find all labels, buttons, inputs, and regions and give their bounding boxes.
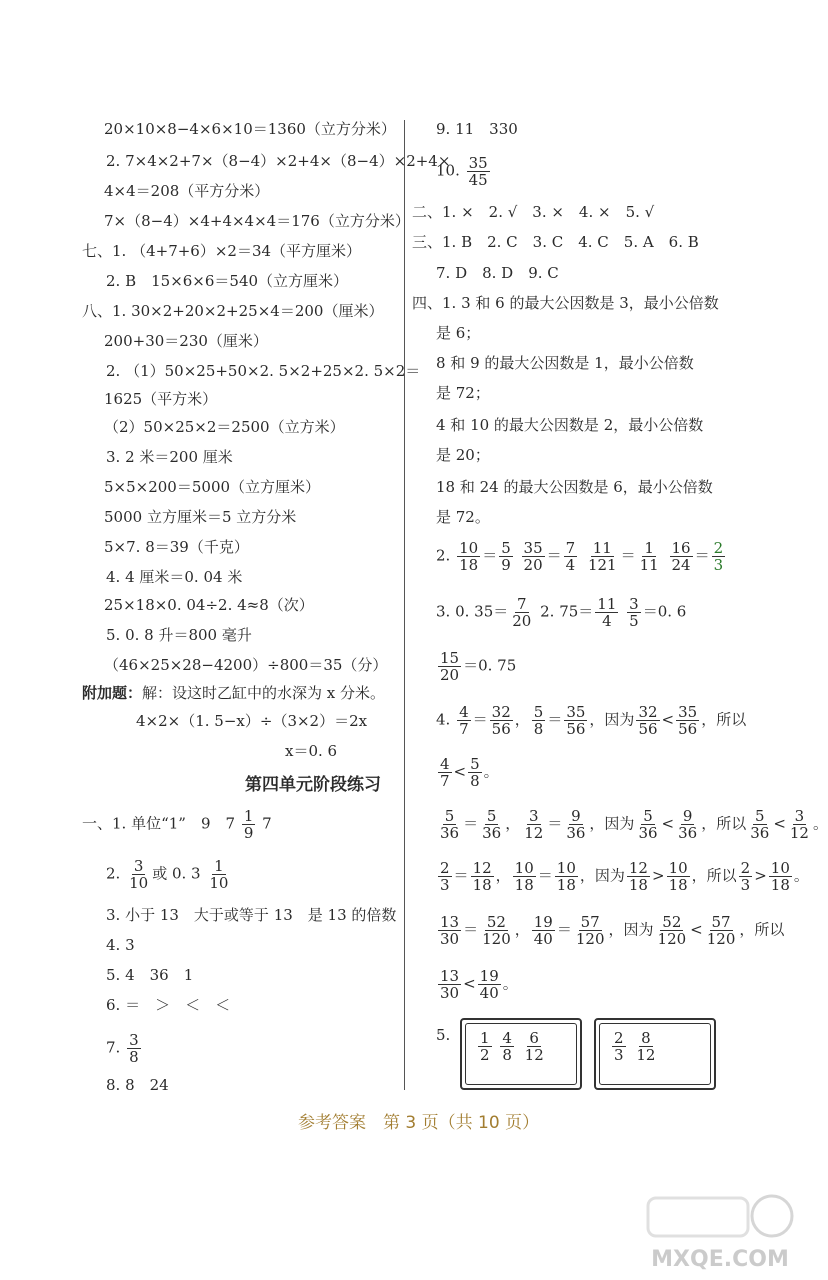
- fraction: $\frac{35}{20}$: [523, 539, 543, 574]
- fraction: $\frac{8}{12}$: [636, 1029, 656, 1064]
- q4-2: 2. $\frac{10}{18}$ ＝ $\frac{5}{9}$ $\frac{35}{20}$ ＝ $\frac{7}{4}$ $\frac{11}{121}$ ＝ $\frac{1}{11}$ $\frac{16}{24}$ ＝ $\frac{2}{3}$: [436, 539, 724, 574]
- line-1: 20×10×8−4×6×10＝1360（立方分米）: [104, 120, 396, 138]
- fraction: $\frac{3}{5}$: [629, 595, 639, 630]
- fraction: $\frac{12}{18}$: [628, 859, 648, 894]
- fraction: $\frac{4}{7}$: [440, 755, 450, 790]
- q4-4-line4: $\frac{2}{3}$ ＝ $\frac{12}{18}$ ， $\frac{10}{18}$ ＝ $\frac{10}{18}$ ，因为 $\frac{12}{18}$ > $\frac{10}{18}$ ，所以 $\frac{2}{3}$ > $\frac{10}{18}$ 。: [440, 859, 809, 894]
- fraction: $\frac{13}{30}$: [440, 967, 460, 1002]
- q4-3: 3. 0. 35＝ $\frac{7}{20}$ 2. 75＝ $\frac{11}{4}$ $\frac{3}{5}$ ＝0. 6: [436, 595, 687, 630]
- fraction: $\frac{13}{30}$: [440, 913, 460, 948]
- bonus-text: 解：设这时乙缸中的水深为 x 分米。: [142, 684, 386, 702]
- fraction: $\frac{2}{3}$: [713, 539, 724, 574]
- section-3-answers: 三、1. B 2. C 3. C 4. C 5. A 6. B: [412, 233, 699, 251]
- fraction: $\frac{5}{9}$: [501, 539, 511, 574]
- q4-4-line3: $\frac{5}{36}$ ＝ $\frac{5}{36}$ ， $\frac{3}{12}$ ＝ $\frac{9}{36}$ ，因为 $\frac{5}{36}$ < $\frac{9}{36}$ ，所以 $\frac{5}{36}$ < $\frac{3}{12}$ 。: [440, 807, 828, 842]
- fraction: $\frac{3}{12}$: [789, 807, 809, 842]
- column-divider: [404, 120, 405, 1090]
- fraction: $\frac{7}{4}$: [565, 539, 576, 574]
- fraction: $\frac{35}{56}$: [566, 703, 586, 738]
- fraction: $\frac{1}{11}$: [639, 539, 659, 574]
- fraction: $\frac{5}{8}$: [470, 755, 480, 790]
- answer-1-4: 4. 3: [106, 936, 135, 954]
- fraction: $\frac{15}{20}$: [440, 649, 460, 684]
- fraction: $\frac{52}{120}$: [482, 913, 511, 948]
- fraction: $\frac{52}{120}$: [657, 913, 687, 948]
- watermark-text: MXQE.COM: [651, 1247, 789, 1272]
- answer-10: 10. $\frac{35}{45}$: [436, 154, 488, 189]
- line-13: 5×5×200＝5000（立方厘米）: [104, 478, 321, 496]
- fraction: $\frac{1}{2}$: [480, 1029, 490, 1064]
- q4-1-line1: 四、1. 3 和 6 的最大公因数是 3，最小公倍数: [412, 294, 719, 312]
- fraction: $\frac{2}{3}$: [614, 1029, 624, 1064]
- answer-1-5: 5. 4 36 1: [106, 966, 194, 984]
- fraction: $\frac{19}{40}$: [479, 967, 499, 1002]
- line-22: x＝0. 6: [285, 742, 338, 760]
- section-title: 第四单元阶段练习: [245, 775, 381, 795]
- line-7: 八、1. 30×2+20×2+25×4＝200（厘米）: [82, 302, 384, 320]
- line-18: 5. 0. 8 升＝800 毫升: [106, 626, 252, 644]
- q4-1-line6: 是 20；: [436, 446, 490, 464]
- answer-box-1: [460, 1018, 582, 1090]
- line-10: 1625（平方米）: [104, 390, 218, 408]
- fraction: $\frac{3}{10}$: [129, 857, 149, 892]
- line-11: （2）50×25×2＝2500（立方米）: [104, 418, 345, 436]
- answer-box-2: [594, 1018, 716, 1090]
- section-2-answers: 二、1. × 2. √ 3. × 4. × 5. √: [412, 203, 655, 221]
- line-20: [82, 684, 385, 702]
- fraction: $\frac{10}{18}$: [770, 859, 790, 894]
- fraction: $\frac{5}{36}$: [638, 807, 658, 842]
- answer-1-1: 一、1. 单位“1” 9 7 $\frac{1}{9}$ 7: [82, 807, 272, 842]
- watermark-logo: [640, 1190, 800, 1275]
- q4-1-line5: 4 和 10 的最大公因数是 2，最小公倍数: [436, 416, 704, 434]
- fraction: $\frac{5}{36}$: [750, 807, 770, 842]
- fraction: $\frac{57}{120}$: [706, 913, 736, 948]
- fraction: $\frac{2}{3}$: [740, 859, 751, 894]
- line-17: 25×18×0. 04÷2. 4≈8（次）: [104, 596, 314, 614]
- fraction: $\frac{10}{18}$: [556, 859, 576, 894]
- fraction: $\frac{9}{36}$: [678, 807, 698, 842]
- line-21: 4×2×（1. 5−x）÷（3×2）＝2x: [136, 712, 368, 730]
- fraction: $\frac{4}{8}$: [502, 1029, 512, 1064]
- fraction: $\frac{10}{18}$: [514, 859, 534, 894]
- fraction: $\frac{6}{12}$: [524, 1029, 544, 1064]
- answer-9: 9. 11 330: [436, 120, 518, 138]
- fraction: $\frac{3}{8}$: [129, 1031, 139, 1066]
- answer-1-6: 6. ＝ ＞ ＜ ＜: [106, 996, 231, 1014]
- section-3-answers-cont: 7. D 8. D 9. C: [436, 264, 559, 282]
- line-14: 5000 立方厘米＝5 立方分米: [104, 508, 297, 526]
- q4-4-line1: 4. $\frac{4}{7}$ ＝ $\frac{32}{56}$ ， $\frac{5}{8}$ ＝ $\frac{35}{56}$ ，因为 $\frac{32}{56}$ < $\frac{35}{56}$ ，所以: [436, 703, 747, 738]
- q4-1-line2: 是 6；: [436, 324, 481, 342]
- fraction: $\frac{16}{24}$: [671, 539, 691, 574]
- answer-1-3: 3. 小于 13 大于或等于 13 是 13 的倍数: [106, 906, 397, 924]
- fraction: $\frac{9}{36}$: [566, 807, 586, 842]
- page-footer: 参考答案 第 3 页（共 10 页）: [298, 1113, 540, 1133]
- fraction: $\frac{32}{56}$: [491, 703, 511, 738]
- fraction: $\frac{11}{4}$: [597, 595, 617, 630]
- q4-1-line8: 是 72。: [436, 508, 490, 526]
- q4-1-line7: 18 和 24 的最大公因数是 6，最小公倍数: [436, 478, 713, 496]
- fraction: $\frac{12}{18}$: [472, 859, 492, 894]
- line-16: 4. 4 厘米＝0. 04 米: [106, 568, 243, 586]
- fraction: $\frac{2}{3}$: [440, 859, 450, 894]
- line-19: （46×25×28−4200）÷800＝35（分）: [104, 656, 388, 674]
- fraction: $\frac{10}{18}$: [459, 539, 479, 574]
- fraction: $\frac{11}{121}$: [587, 539, 617, 574]
- answer-1-7: 7. $\frac{3}{8}$: [106, 1031, 139, 1066]
- fraction: $\frac{19}{40}$: [533, 913, 553, 948]
- fraction: $\frac{3}{12}$: [524, 807, 544, 842]
- q4-1-line3: 8 和 9 的最大公因数是 1，最小公倍数: [436, 354, 694, 372]
- line-6: 2. B 15×6×6＝540（立方厘米）: [106, 272, 349, 290]
- line-3: 4×4＝208（平方分米）: [104, 182, 270, 200]
- line-8: 200+30＝230（厘米）: [104, 332, 268, 350]
- line-15: 5×7. 8＝39（千克）: [104, 538, 249, 556]
- fraction: $\frac{35}{45}$: [468, 154, 488, 189]
- line-4: 7×（8−4）×4+4×4×4＝176（立方分米）: [104, 212, 410, 230]
- q4-1-line4: 是 72；: [436, 384, 490, 402]
- q4-4-line2: $\frac{4}{7}$ < $\frac{5}{8}$ 。: [440, 755, 499, 790]
- fraction: $\frac{5}{36}$: [482, 807, 502, 842]
- line-12: 3. 2 米＝200 厘米: [106, 448, 233, 466]
- fraction: $\frac{32}{56}$: [638, 703, 658, 738]
- fraction: $\frac{5}{8}$: [533, 703, 544, 738]
- answer-1-8: 8. 8 24: [106, 1076, 169, 1094]
- fraction: $\frac{57}{120}$: [575, 913, 605, 948]
- fraction: $\frac{10}{18}$: [668, 859, 688, 894]
- line-2: 2. 7×4×2+7×（8−4）×2+4×（8−4）×2+4×: [106, 152, 451, 170]
- answer-1-2: 2. $\frac{3}{10}$ 或 0. 3 $\frac{1}{10}$: [106, 857, 229, 892]
- fraction: $\frac{7}{20}$: [512, 595, 532, 630]
- fraction: $\frac{5}{36}$: [440, 807, 460, 842]
- q4-4-line6: $\frac{13}{30}$ < $\frac{19}{40}$ 。: [440, 967, 518, 1002]
- q4-5-label: 5.: [436, 1026, 451, 1044]
- line-9: 2. （1）50×25+50×2. 5×2+25×2. 5×2＝: [106, 362, 421, 380]
- bonus-label: 附加题：: [82, 684, 143, 702]
- fraction: $\frac{4}{7}$: [459, 703, 469, 738]
- q4-3-cont: $\frac{15}{20}$ ＝0. 75: [440, 649, 517, 684]
- q4-4-line5: $\frac{13}{30}$ ＝ $\frac{52}{120}$ ， $\frac{19}{40}$ ＝ $\frac{57}{120}$ ，因为 $\frac{52}{120}$ < $\frac{57}{120}$ ，所以: [440, 913, 785, 948]
- line-5: 七、1. （4+7+6）×2＝34（平方厘米）: [82, 242, 362, 260]
- fraction: $\frac{1}{9}$: [243, 807, 254, 842]
- fraction: $\frac{35}{56}$: [678, 703, 698, 738]
- fraction: $\frac{1}{10}$: [209, 857, 229, 892]
